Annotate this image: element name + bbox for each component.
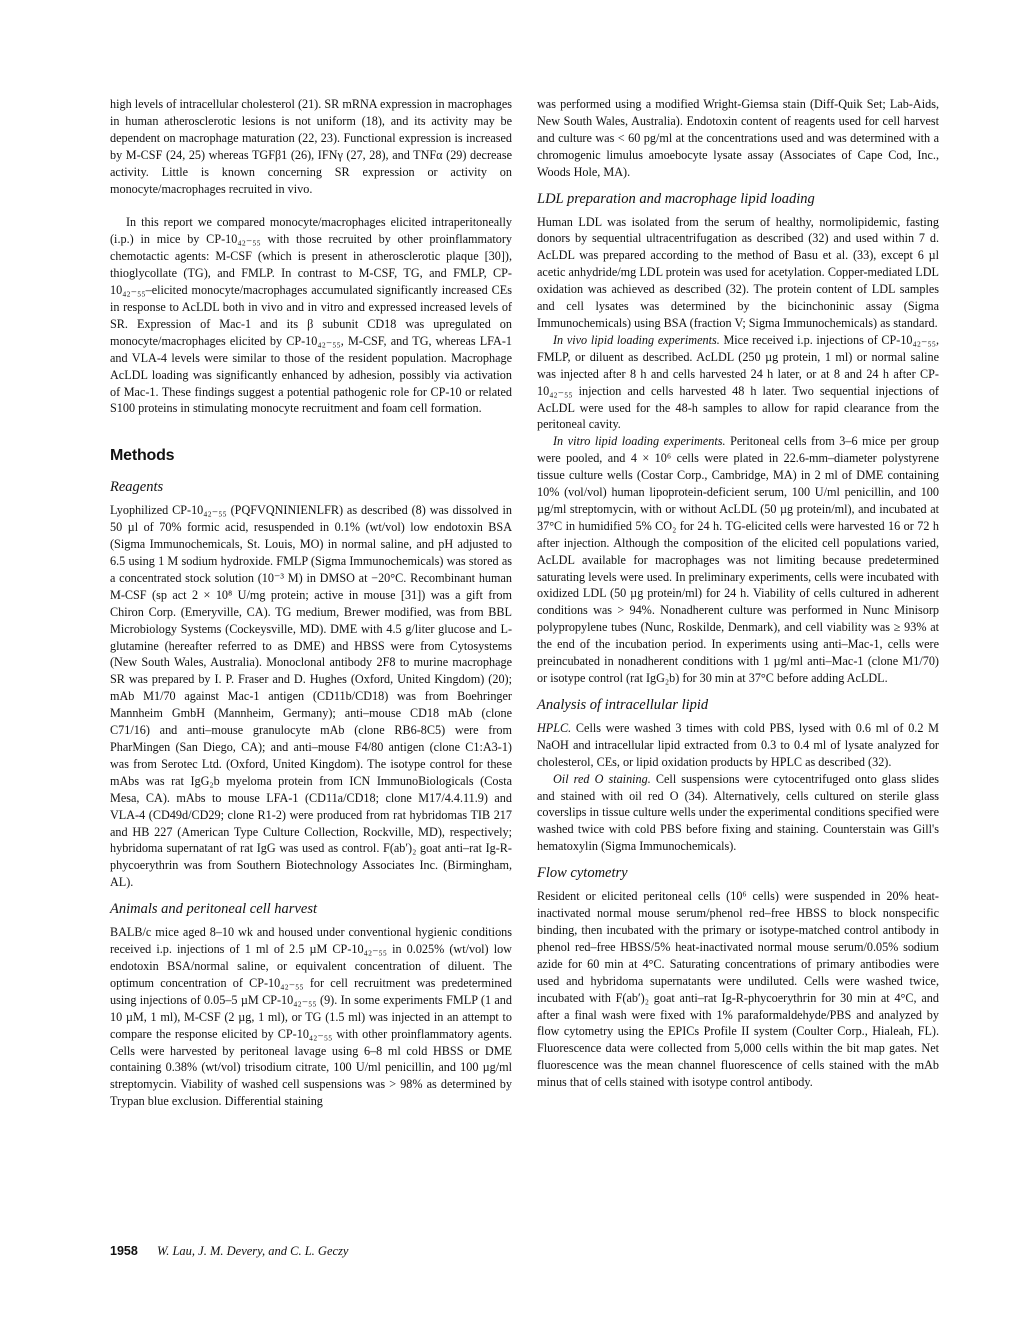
oilred-label: Oil red O staining. (553, 771, 651, 786)
oilred-paragraph (537, 771, 939, 856)
invivo-text: Mice received i.p. injections of CP-10₄₂₋₅₅, FMLP, or diluent as described. AcLDL (250 µg protein, 1 ml) or normal saline was injected after 8 h and cells harvested 24 h later, or at 8 and 24 h after CP-10₄₂₋₅₅ injection and cells harvested 48 h later. Two sequential injections of AcLDL were used for the 48-h samples to allow for rapid clearance from the peritoneal cavity. (537, 332, 939, 432)
continued-paragraph: was performed using a modified Wright-Giemsa stain (Diff-Quik Set; Lab-Aids, New South Wales, Australia). Endotoxin content of reagents used for cell harvest and culture was < 60 pg/ml at the concentrations used and was determined with a chromogenic limulus amoebocyte lysate assay (Associates of Cape Cod, Inc., Woods Hole, MA). (537, 97, 939, 179)
running-authors: W. Lau, J. M. Devery, and C. L. Geczy (156, 1244, 349, 1258)
hplc-text: Cells were washed 3 times with cold PBS, lysed with 0.6 ml of 0.2 M NaOH and intracellular lipid extracted from 0.3 to 0.4 ml of lysate analyzed for cholesterol, CEs, or lipid oxidation products by HPLC as described (32). (537, 720, 939, 769)
invitro-text: Peritoneal cells from 3–6 mice per group were pooled, and 4 × 10⁶ cells were plated in 22.6-mm–diameter polystyrene tissue culture wells (Costar Corp., Cambridge, MA) in 2 ml of DME containing 10% (vol/vol) human lipoprotein-deficient serum, 100 U/ml penicillin, and 100 µg/ml streptomycin, with or without AcLDL (50 µg protein/ml), and incubated at 37°C in humidified 5% CO₂ for 24 h. TG-elicited cells were harvested 16 or 72 h after injection. Although the composition of the elicited cell populations varied, AcLDL available for macrophages was not limiting because predetermined saturating levels were used. In preliminary experiments, cells were incubated with oxidized LDL (50 µg protein/ml) for 24 h. Viability of cells cultured in adherent conditions was > 94%. Nonadherent culture was performed in Nunc Minisorp polypropylene tubes (Nunc, Roskilde, Denmark), and cell viability was ≥ 93% at the end of the incubation period. In experiments using anti–Mac-1, cells were preincubated in nonadherent conditions with 1 µg/ml anti–Mac-1 (clone M1/70) or isotype control (rat IgG₂b) for 30 min at 37°C before adding AcLDL. (537, 434, 939, 685)
flow-paragraph: Resident or elicited peritoneal cells (10⁶ cells) were suspended in 20% heat-inactivated normal mouse serum/phenol red–free HBSS to block nonspecific binding, then incubated with the primary or isotype-matched control antibody in phenol red–free HBSS/5% heat-inactivated normal mouse serum/0.05% sodium azide for 60 min at 4°C. Saturating concentrations of primary antibodies were used and hybridoma supernatants were undiluted. Cells were washed twice, incubated with F(ab′)₂ goat anti–rat Ig-R-phycoerythrin for 30 min at 4°C, and after a final wash were fixed with 1% paraformaldehyde/PBS and analyzed by flow cytometry using the EPICs Profile II system (Coulter Corp., Hialeah, FL). Fluorescence data were collected from 5,000 cells within the bit map gates. Net fluorescence was the mean channel fluorescence of cells stained with the mAb minus that of cells stained with isotype control antibody. (537, 889, 939, 1090)
ldl-heading: LDL preparation and macrophage lipid loading (537, 190, 815, 207)
invivo-label: In vivo lipid loading experiments. (553, 332, 720, 347)
intro-paragraph: In this report we compared monocyte/macrophages elicited intraperitoneally (i.p.) in mice by CP-10₄₂₋₅₅ with those recruited by other proinflammatory chemotactic agents: M-CSF (which is present in atherosclerotic plaque [30]), thioglycollate (TG), and FMLP. In contrast to M-CSF, TG, and FMLP, CP-10₄₂₋₅₅–elicited monocyte/macrophages accumulated significantly increased CEs in response to AcLDL both in vivo and in vitro and expressed increased levels of SR. Expression of Mac-1 and its β subunit CD18 was upregulated on monocyte/macrophages elicited by CP-10₄₂₋₅₅, M-CSF, and TG, whereas LFA-1 and VLA-4 levels were similar to those of the resident population. Macrophage AcLDL loading was significantly enhanced by adhesion, possibly via activation of Mac-1. These findings suggest a potential pathogenic role for CP-10 or related S100 proteins in stimulating monocyte recruitment and foam cell formation. (110, 215, 512, 416)
invitro-label: In vitro lipid loading experiments. (553, 434, 726, 449)
page-footer (110, 1244, 348, 1259)
hplc-paragraph (537, 720, 939, 771)
reagents-heading: Reagents (110, 479, 164, 496)
intro-paragraph: high levels of intracellular cholesterol (21). SR mRNA expression in macrophages in human atherosclerotic lesions is not uniform (18), and its activity may be dependent on macrophage maturation (22, 23). Functional expression is increased by M-CSF (24, 25) whereas TGFβ1 (26), IFNγ (27, 28), and TNFα (29) decrease activity. Little is known concerning SR expression or activity on monocyte/macrophages recruited in vivo. (110, 97, 512, 196)
page-number: 1958 (110, 1244, 138, 1258)
invivo-paragraph (537, 332, 939, 433)
methods-heading: Methods (110, 447, 175, 465)
animals-heading: Animals and peritoneal cell harvest (110, 901, 317, 918)
flow-heading: Flow cytometry (537, 865, 628, 882)
hplc-label: HPLC. (537, 720, 572, 735)
animals-paragraph: BALB/c mice aged 8–10 wk and housed under conventional hygienic conditions received i.p. injections of 1 ml of 2.5 µM CP-10₄₂₋₅₅ in 0.025% (wt/vol) low endotoxin BSA/normal saline, or equivalent concentration of diluent. The optimum concentration of CP-10₄₂₋₅₅ for cell recruitment was predetermined using injections of 0.05–5 µM CP-10₄₂₋₅₅ (9). In some experiments FMLP (1 and 10 µM, 1 ml), M-CSF (2 µg, 1 ml), or TG (1.5 ml) was injected in an attempt to compare the response elicited by CP-10₄₂₋₅₅ with other proinflammatory agents. Cells were harvested by peritoneal lavage using 6–8 ml cold HBSS or DME containing 0.38% (wt/vol) trisodium citrate, 100 U/ml penicillin, and 100 µg/ml streptomycin. Viability of washed cell suspensions was > 98% as determined by Trypan blue exclusion. Differential staining (110, 925, 512, 1109)
oilred-text: Cell suspensions were cytocentrifuged onto glass slides and stained with oil red O (34). Alternatively, cells cultured on sterile glass coverslips in tissue culture wells under the experimental conditions specified were washed twice with cold PBS before fixing and staining. Counterstain was Gill's hematoxylin (Sigma Immunochemicals). (537, 771, 939, 854)
reagents-paragraph: Lyophilized CP-10₄₂₋₅₅ (PQFVQNINIENLFR) as described (8) was dissolved in 50 µl of 70% formic acid, resuspended in 0.1% (wt/vol) low endotoxin BSA (Sigma Immunochemicals, St. Louis, MO) in normal saline, and pH adjusted to 6.5 using 1 M sodium hydroxide. FMLP (Sigma Immunochemicals) was stored as a concentrated stock solution (10⁻³ M) in DMSO at −20°C. Recombinant human M-CSF (sp act 2 × 10⁸ U/mg protein; active in mouse [31]) was a gift from Chiron Corp. (Emeryville, CA). TG medium, Brewer modified, was from BBL Microbiology Systems (Cockeysville, MD). DME with 4.5 g/liter glucose and L-glutamine (hereafter referred to as DME) and HBSS were from Cytosystems (New South Wales, Australia). Monoclonal antibody 2F8 to murine macrophage SR was prepared by I. P. Fraser and D. Hughes (Oxford, United Kingdom) (20); mAb M1/70 against Mac-1 antigen (CD11b/CD18) was from Boehringer Mannheim GmbH (Mannheim, Germany); anti–mouse CD18 mAb (clone C71/16) and anti–mouse granulocyte mAb (clone RB6-8C5) were from PharMingen (San Diego, CA); and anti–mouse F4/80 antigen (clone C1:A3-1) was from Serotec Ltd. (Oxford, United Kingdom). The isotype control for these mAbs was rat IgG₂b myeloma protein from ICN ImmunoBiologicals (Costa Mesa, CA). mAbs to mouse LFA-1 (CD11a/CD18; clone M17/4.4.11.9) and VLA-4 (CD49d/CD29; clone R1-2) were produced from rat hybridomas TIB 217 and HB 227 (American Type Culture Collection, Rockville, MD), respectively; hybridoma supernatant of rat IgG was used as control. F(ab′)₂ goat anti–rat Ig-R-phycoerythrin was from Southern Biotechnology Associates Inc. (Birmingham, AL). (110, 503, 512, 890)
right-column (537, 96, 939, 1091)
ldl-paragraph: Human LDL was isolated from the serum of healthy, normolipidemic, fasting donors by sequential ultracentrifugation as described (32) and used within 7 d. AcLDL was prepared according to the method of Basu et al. (33), except 6 µl acetic anhydride/mg LDL protein was used for acetylation. Copper-mediated LDL oxidation was achieved as described (32). The protein content of LDL samples and cell lysates was determined by the bicinchoninic assay (Sigma Immunochemicals) using BSA (fraction V; Sigma Immunochemicals) as standard. (537, 214, 939, 330)
analysis-heading: Analysis of intracellular lipid (537, 696, 709, 713)
left-column (110, 96, 512, 1110)
invitro-paragraph (537, 433, 939, 687)
